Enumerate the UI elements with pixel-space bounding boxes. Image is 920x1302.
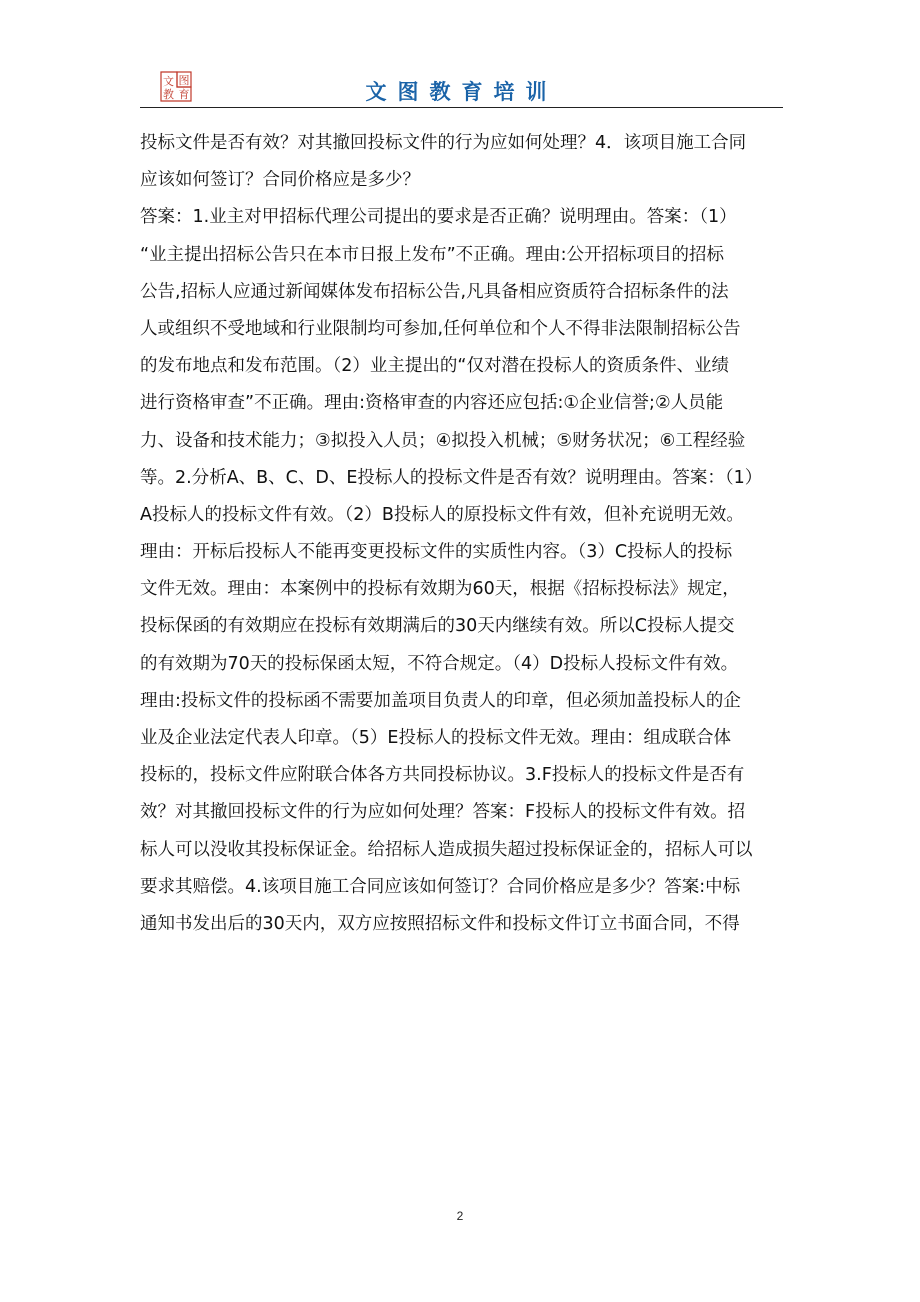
- text-line: 答案：1.业主对甲招标代理公司提出的要求是否正确？说明理由。答案：（1）: [140, 207, 737, 228]
- header-title: 文图教育培训: [365, 79, 558, 104]
- svg-text:文: 文: [163, 75, 174, 88]
- text-line: 应该如何签订？合同价格应是多少？: [140, 170, 420, 191]
- header-divider: [140, 107, 783, 108]
- page-number: 2: [456, 1209, 464, 1223]
- text-line: 公告,招标人应通过新闻媒体发布招标公告,凡具备相应资质符合招标条件的法: [140, 281, 729, 302]
- text-line: 通知书发出后的30天内，双方应按照招标文件和投标文件订立书面合同，不得: [140, 913, 740, 934]
- text-line: 等。2.分析A、B、C、D、E投标人的投标文件是否有效？说明理由。答案：（1）: [140, 467, 763, 488]
- text-line: 的有效期为70天的投标保函太短，不符合规定。（4）D投标人投标文件有效。: [140, 653, 739, 674]
- text-line: 要求其赔偿。4.该项目施工合同应该如何签订？合同价格应是多少？答案:中标: [140, 876, 741, 897]
- text-line: 文件无效。理由：本案例中的投标有效期为60天，根据《招标投标法》规定，: [140, 579, 740, 600]
- text-line: 投标文件是否有效？对其撤回投标文件的行为应如何处理？4．该项目施工合同: [140, 133, 747, 153]
- text-line: 投标的，投标文件应附联合体各方共同投标协议。3.F投标人的投标文件是否有: [140, 765, 745, 786]
- text-line: 业及企业法定代表人印章。（5）E投标人的投标文件无效。理由：组成联合体: [140, 728, 731, 748]
- text-line: 的发布地点和发布范围。（2）业主提出的“仅对潜在投标人的资质条件、业绩: [140, 356, 729, 377]
- svg-text:教: 教: [163, 88, 174, 101]
- text-line: 理由:投标文件的投标函不需要加盖项目负责人的印章，但必须加盖投标人的企: [140, 690, 741, 711]
- text-line: 标人可以没收其投标保证金。给招标人造成损失超过投标保证金的，招标人可以: [140, 839, 753, 860]
- text-line: 人或组织不受地域和行业限制均可参加,任何单位和个人不得非法限制招标公告: [140, 318, 741, 339]
- text-line: 效？对其撤回投标文件的行为应如何处理？答案：F投标人的投标文件有效。招: [140, 802, 746, 823]
- page-header: [140, 60, 783, 108]
- text-line: 力、设备和技术能力；③拟投入人员；④拟投入机械；⑤财务状况；⑥工程经验: [140, 430, 746, 451]
- document-body: [140, 128, 796, 946]
- text-line: A投标人的投标文件有效。（2）B投标人的原投标文件有效，但补充说明无效。: [140, 504, 744, 525]
- text-line: “业主提出招标公告只在本市日报上发布”不正确。理由:公开招标项目的招标: [140, 244, 725, 265]
- text-line: 进行资格审查”不正确。理由:资格审查的内容还应包括:①企业信誉;②人员能: [140, 393, 724, 414]
- text-line: 投标保函的有效期应在投标有效期满后的30天内继续有效。所以C投标人提交: [140, 616, 735, 637]
- svg-text:图: 图: [178, 74, 190, 87]
- svg-text:育: 育: [178, 88, 190, 101]
- text-line: 理由：开标后投标人不能再变更投标文件的实质性内容。（3）C投标人的投标: [140, 542, 733, 563]
